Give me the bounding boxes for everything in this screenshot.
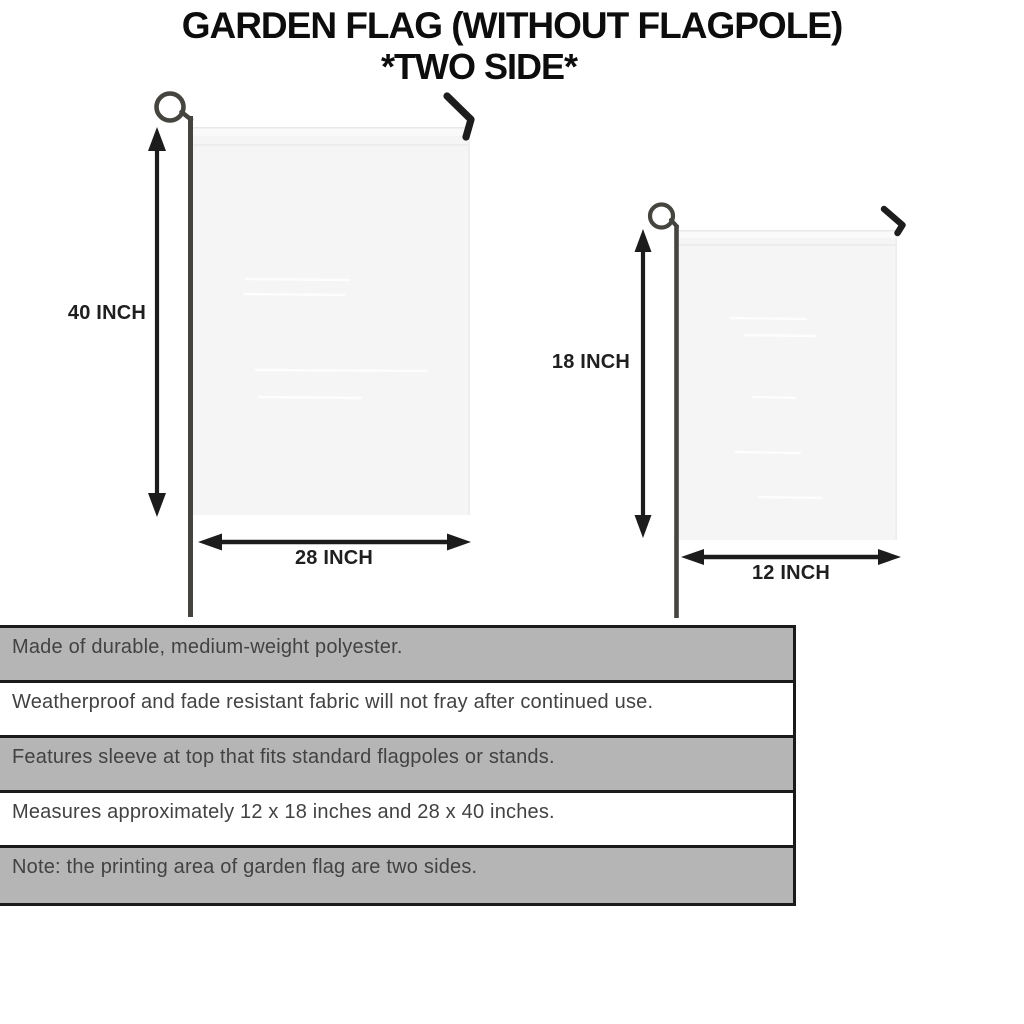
feature-row-material: Made of durable, medium-weight polyester. bbox=[0, 628, 793, 683]
small-flag-height-label: 18 INCH bbox=[551, 351, 630, 373]
small-flag-right-edge bbox=[896, 238, 898, 540]
title-line-2: *TWO SIDE* bbox=[380, 46, 577, 87]
feature-row-measures: Measures approximately 12 x 18 inches and 28 x 40 inches. bbox=[0, 793, 793, 848]
large-height-arrow-icon bbox=[148, 127, 166, 517]
large-flag-right-edge bbox=[469, 136, 471, 515]
feature-row-sleeve: Features sleeve at top that fits standard flagpoles or stands. bbox=[0, 738, 793, 793]
small-flagpole-loop-icon bbox=[650, 205, 673, 228]
small-flag bbox=[676, 230, 897, 540]
small-flag-fabric bbox=[676, 230, 897, 540]
small-flag-width-label: 12 INCH bbox=[751, 562, 831, 584]
small-flag-top-edge bbox=[676, 230, 897, 232]
small-height-arrow-icon bbox=[635, 229, 652, 538]
large-flag-top-edge bbox=[193, 127, 470, 129]
large-flag-height-label: 40 INCH bbox=[67, 302, 146, 324]
large-flag-width-label: 28 INCH bbox=[294, 547, 374, 569]
small-flagpole-hook-icon bbox=[884, 209, 903, 233]
large-flag-sleeve-seam bbox=[193, 144, 470, 146]
feature-row-note: Note: the printing area of garden flag are two sides. bbox=[0, 848, 793, 903]
large-flagpole-loop-icon bbox=[157, 94, 184, 121]
small-flag-sleeve-seam bbox=[676, 244, 897, 246]
features-table bbox=[0, 625, 796, 906]
title-line-1: GARDEN FLAG (WITHOUT FLAGPOLE) bbox=[181, 5, 843, 46]
large-flag-fabric bbox=[193, 127, 470, 515]
large-flag bbox=[193, 127, 470, 515]
feature-row-weatherproof: Weatherproof and fade resistant fabric will not fray after continued use. bbox=[0, 683, 793, 738]
